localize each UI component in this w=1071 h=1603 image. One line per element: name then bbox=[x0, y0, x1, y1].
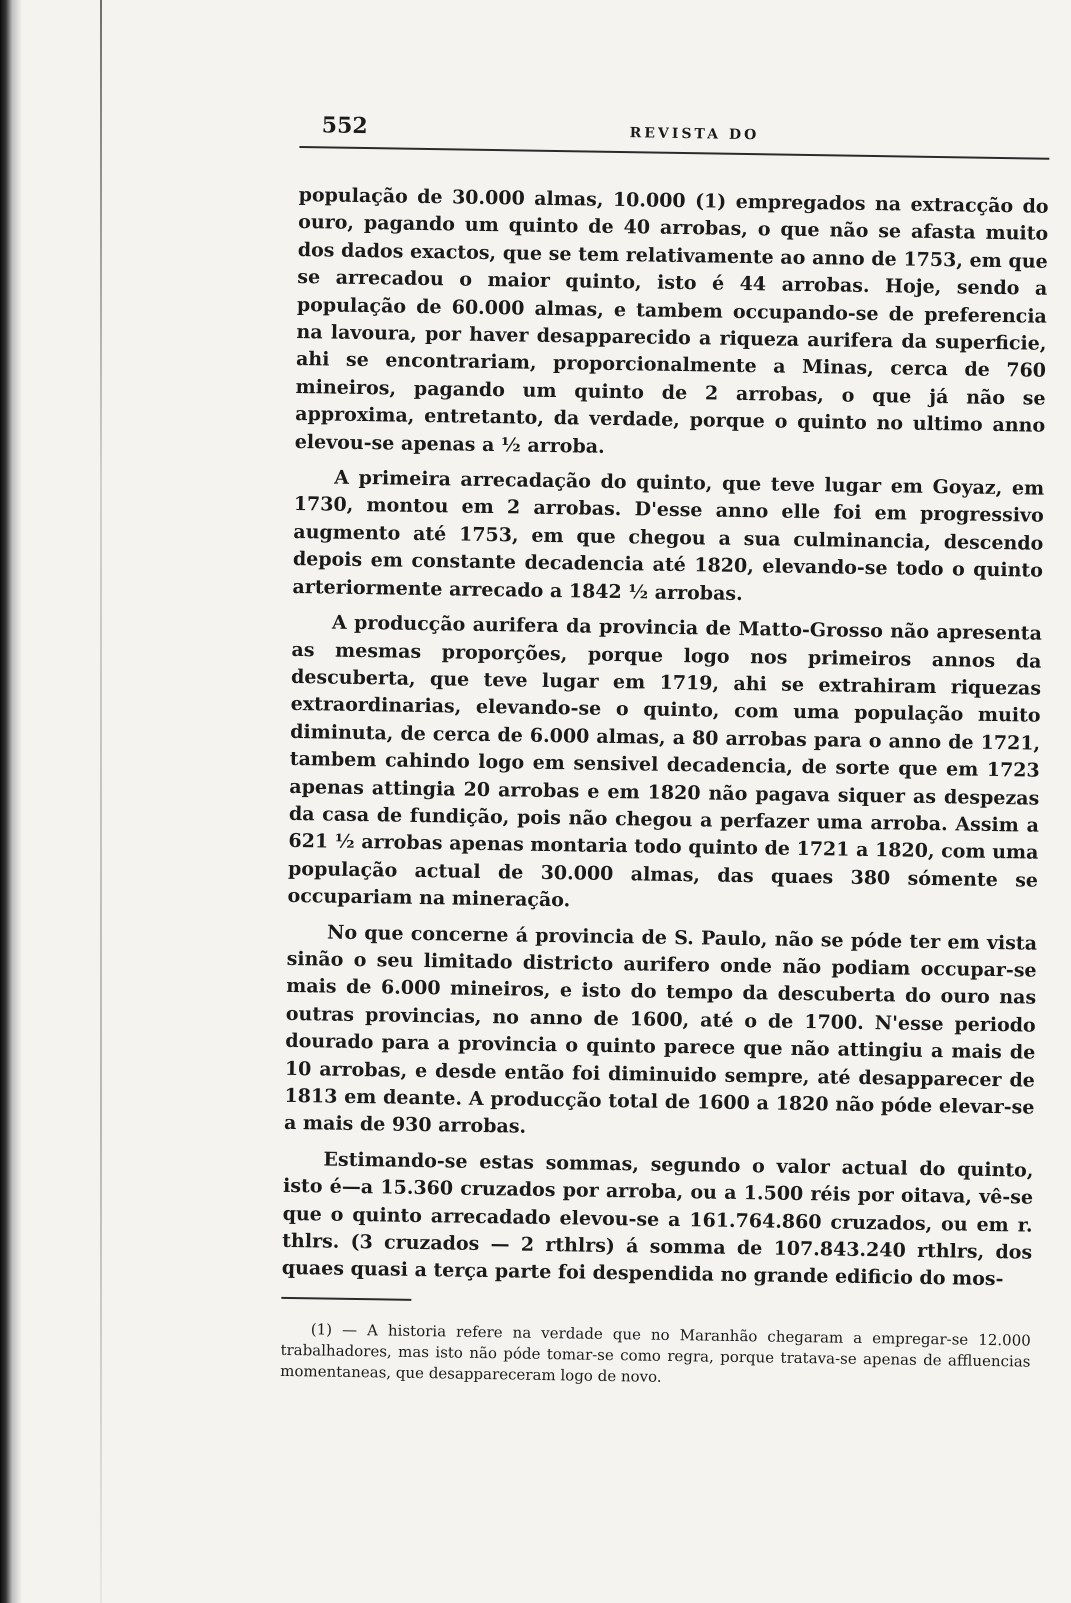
scan-binding-edge bbox=[0, 0, 22, 1603]
footnote: (1) — A historia refere na verdade que no Maranhão chegaram a empregar-se 12.000 trabalhadores, mas isto não póde tomar-se como regra, porque tratava-se apenas de affluencias momentaneas, que desappareceram logo de novo. bbox=[280, 1320, 1031, 1386]
scan-gutter-line bbox=[100, 0, 102, 1603]
paragraph: Estimando-se estas sommas, segundo o valor actual do quinto, isto é—a 15.360 cruzados por arroba, ou a 1.500 réis por oitava, vê-se que o quinto arrecadado elevou-se a 161.764.860 cruzados, ou em r. thlrs. (3 cruzados — 2 rthlrs) á somma de 107.843.240 rthlrs, dos quaes quasi a terça parte foi despendida no grande edificio do mos- bbox=[281, 1148, 1034, 1291]
paragraph: No que concerne á provincia de S. Paulo, não se póde ter em vista sinão o seu limitado districto aurifero onde não podiam occupar-se mais de 6.000 mineiros, e isto do tempo da descuberta do ouro nas outras provincias, no anno de 1600, até o de 1700. N'esse periodo dourado para a provincia o quinto parece que não attingiu a mais de 10 arrobas, e desde então foi diminuido sempre, até desapparecer de 1813 em deante. A producção total de 1600 a 1820 não póde elevar-se a mais de 930 arrobas. bbox=[283, 921, 1038, 1139]
running-head: REVISTA DO bbox=[629, 125, 760, 144]
paragraph: população de 30.000 almas, 10.000 (1) empregados na extracção do ouro, pagando um quinto de 40 arrobas, o que não se afasta muito dos dados exactos, que se tem relativamente ao anno de 1753, em que se arrecadou o maior quinto, isto é 44 arrobas. Hoje, sendo a população de 60.000 almas, e tambem occupando-se de preferencia na lavoura, por haver desapparecido a riqueza aurifera da superficie, ahi se encontrariam, proporcionalmente a Minas, cerca de 760 mineiros, pagando um quinto de 2 arrobas, o que já não se approxima, entretanto, da verdade, porque o quinto no ultimo anno elevou-se apenas a ½ arroba. bbox=[294, 183, 1049, 458]
paragraph: A producção aurifera da provincia de Matto-Grosso não apresenta as mesmas proporções, porque logo nos primeiros annos da descuberta, que teve lugar em 1719, ahi se extrahiram riquezas extraordinarias, elevando-se o quinto, com uma população muito diminuta, de cerca de 6.000 almas, a 80 arrobas para o anno de 1721, tambem cahindo logo em sensivel decadencia, de sorte que em 1723 apenas attingia 20 arrobas e em 1820 não pagava siquer as despezas da casa de fundição, pois não chegou a perfazer uma arroba. Assim a 621 ½ arrobas apenas montaria todo quinto de 1721 a 1820, com uma população actual de 30.000 almas, das quaes 380 sómente se occupariam na mineração. bbox=[287, 611, 1043, 912]
book-page bbox=[280, 110, 1050, 1393]
paragraph: A primeira arrecadação do quinto, que teve lugar em Goyaz, em 1730, montou em 2 arrobas. D'esse anno elle foi em progressivo augmento até 1753, em que chegou a sua culminancia, descendo depois em constante decadencia até 1820, elevando-se todo o quinto arteriormente arrecado a 1842 ½ arrobas. bbox=[292, 466, 1045, 605]
body-text bbox=[282, 182, 1049, 1294]
page-header bbox=[299, 110, 1050, 160]
footnote-divider bbox=[281, 1297, 411, 1301]
page-number: 552 bbox=[321, 112, 368, 140]
